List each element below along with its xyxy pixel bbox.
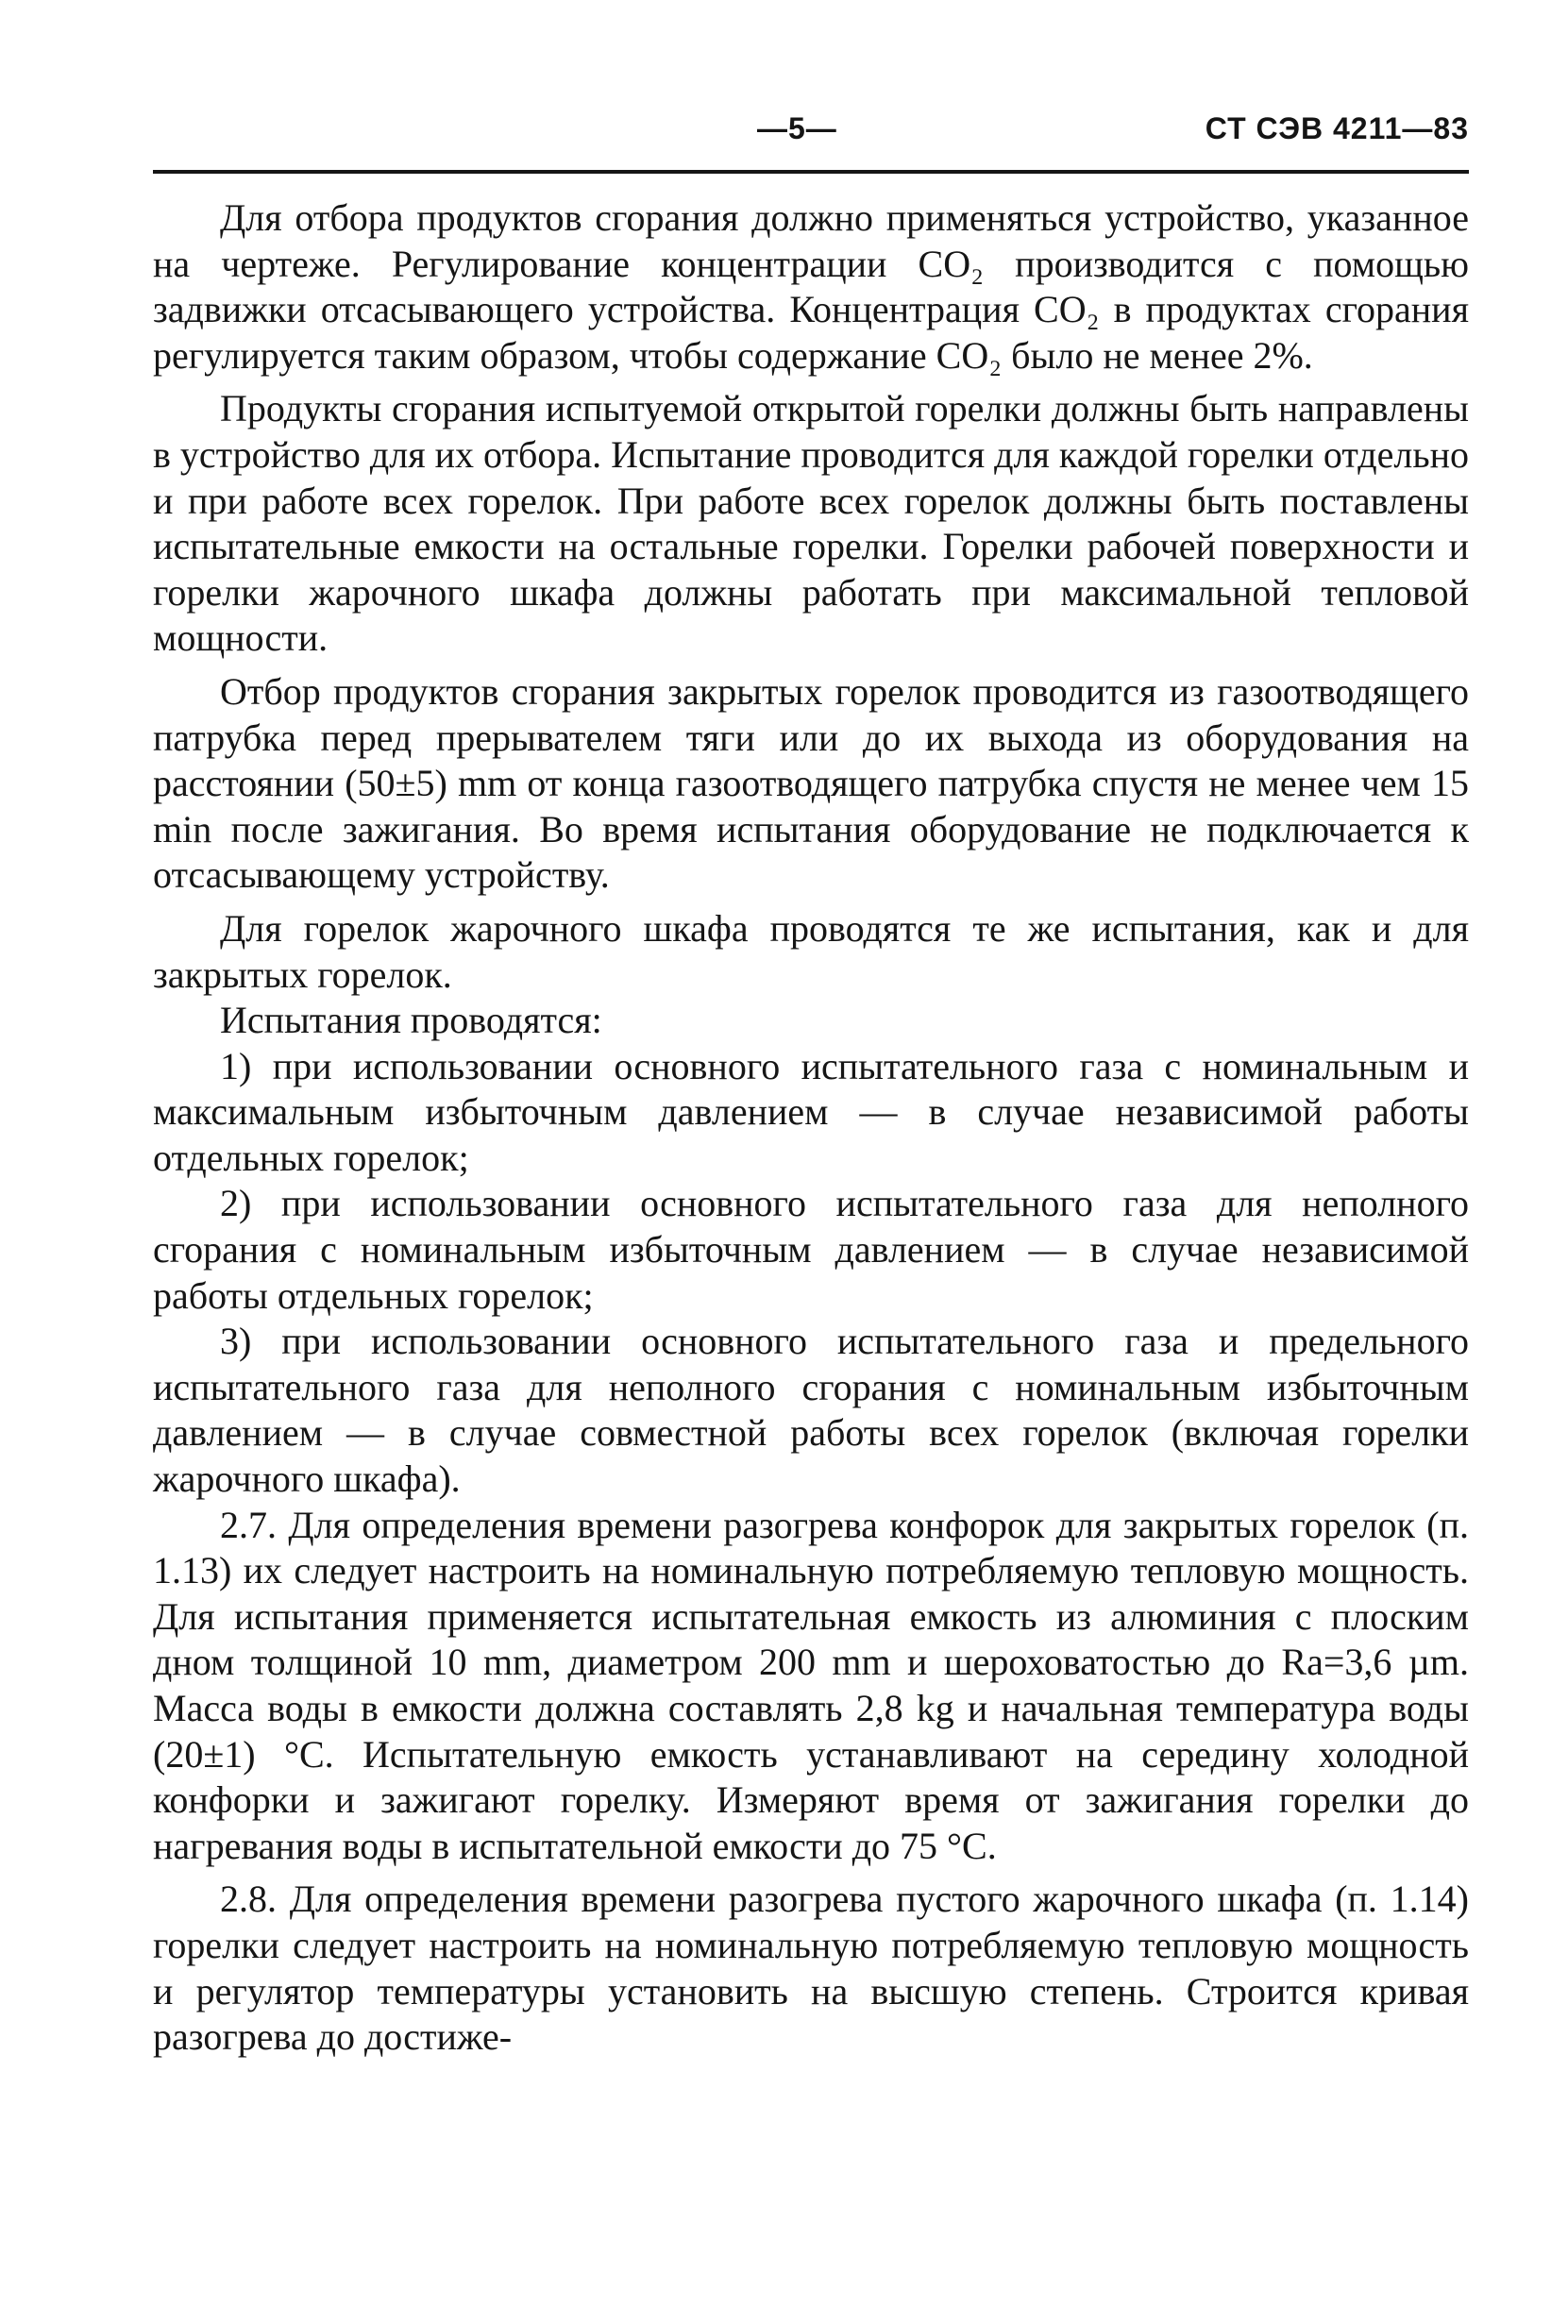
list-item-3: 3) при использовании основного испытательного газа и предельного испытательного газа для неполного сгорания с номинальным избыточным давлением — в случае совместной работы всех горелок (включая горелки жарочного шкафа). [153,1320,1469,1501]
section-2-8: 2.8. Для определения времени разогрева пустого жарочного шкафа (п. 1.14) горелки следует настроить на номинальную потребляемую тепловую мощность и регулятор температуры установить на высшую степень. Строится кривая разогрева до достиже- [153,1878,1469,2059]
paragraph-sampling-device: Для отбора продуктов сгорания должно применяться устройство, указанное на чертеже. Регулирование концентрации СО₂ производится с помощью задвижки отсасывающего устройства. Концентрация СО₂ в продуктах сгорания регулируется таким образом, чтобы содержание СО₂ было не менее 2%. [153,196,1469,377]
header-divider [153,170,1469,174]
list-item-1: 1) при использовании основного испытательного газа с номинальным и максимальным избыточным давлением — в случае независимой работы отдельных горелок; [153,1044,1469,1179]
paragraph-tests-intro: Испытания проводятся: [220,999,602,1042]
section-2-7: 2.7. Для определения времени разогрева конфорок для закрытых горелок (п. 1.13) их следует настроить на номинальную потребляемую тепловую мощность. Для испытания применяется испытательная емкость из алюминия с плоским дном толщиной 10 mm, диаметром 200 mm и шероховатостью до Ra=3,6 µm. Масса воды в емкости должна составлять 2,8 kg и начальная температура воды (20±1) °С. Испытательную емкость устанавливают на середину холодной конфорки и зажигают горелку. Измеряют время от зажигания горелки до нагревания воды в испытательной емкости до 75 °С. [153,1503,1469,1867]
list-item-2: 2) при использовании основного испытательного газа для неполного сгорания с номинальным избыточным давлением — в случае независимой работы отдельных горелок; [153,1182,1469,1317]
standard-code: СТ СЭВ 4211—83 [1205,111,1469,145]
document-body [153,195,1469,2061]
paragraph-closed-burner-sampling: Отбор продуктов сгорания закрытых горелок проводится из газоотводящего патрубка перед прерывателем тяги или до их выхода из оборудования на расстоянии (50±5) mm от конца газоотводящего патрубка спустя не менее чем 15 min после зажигания. Во время испытания оборудование не подключается к отсасывающему устройству. [153,669,1469,897]
page-number: —5— [757,111,837,145]
page-header [153,111,1469,164]
paragraph-oven-burners: Для горелок жарочного шкафа проводятся те же испытания, как и для закрытых горелок. [153,906,1469,996]
paragraph-open-burner-products: Продукты сгорания испытуемой открытой горелки должны быть направлены в устройство для их отбора. Испытание проводится для каждой горелки отдельно и при работе всех горелок. При работе всех горелок должны быть поставлены испытательные емкости на остальные горелки. Горелки рабочей поверхности и горелки жарочного шкафа должны работать при максимальной тепловой мощности. [153,387,1469,660]
